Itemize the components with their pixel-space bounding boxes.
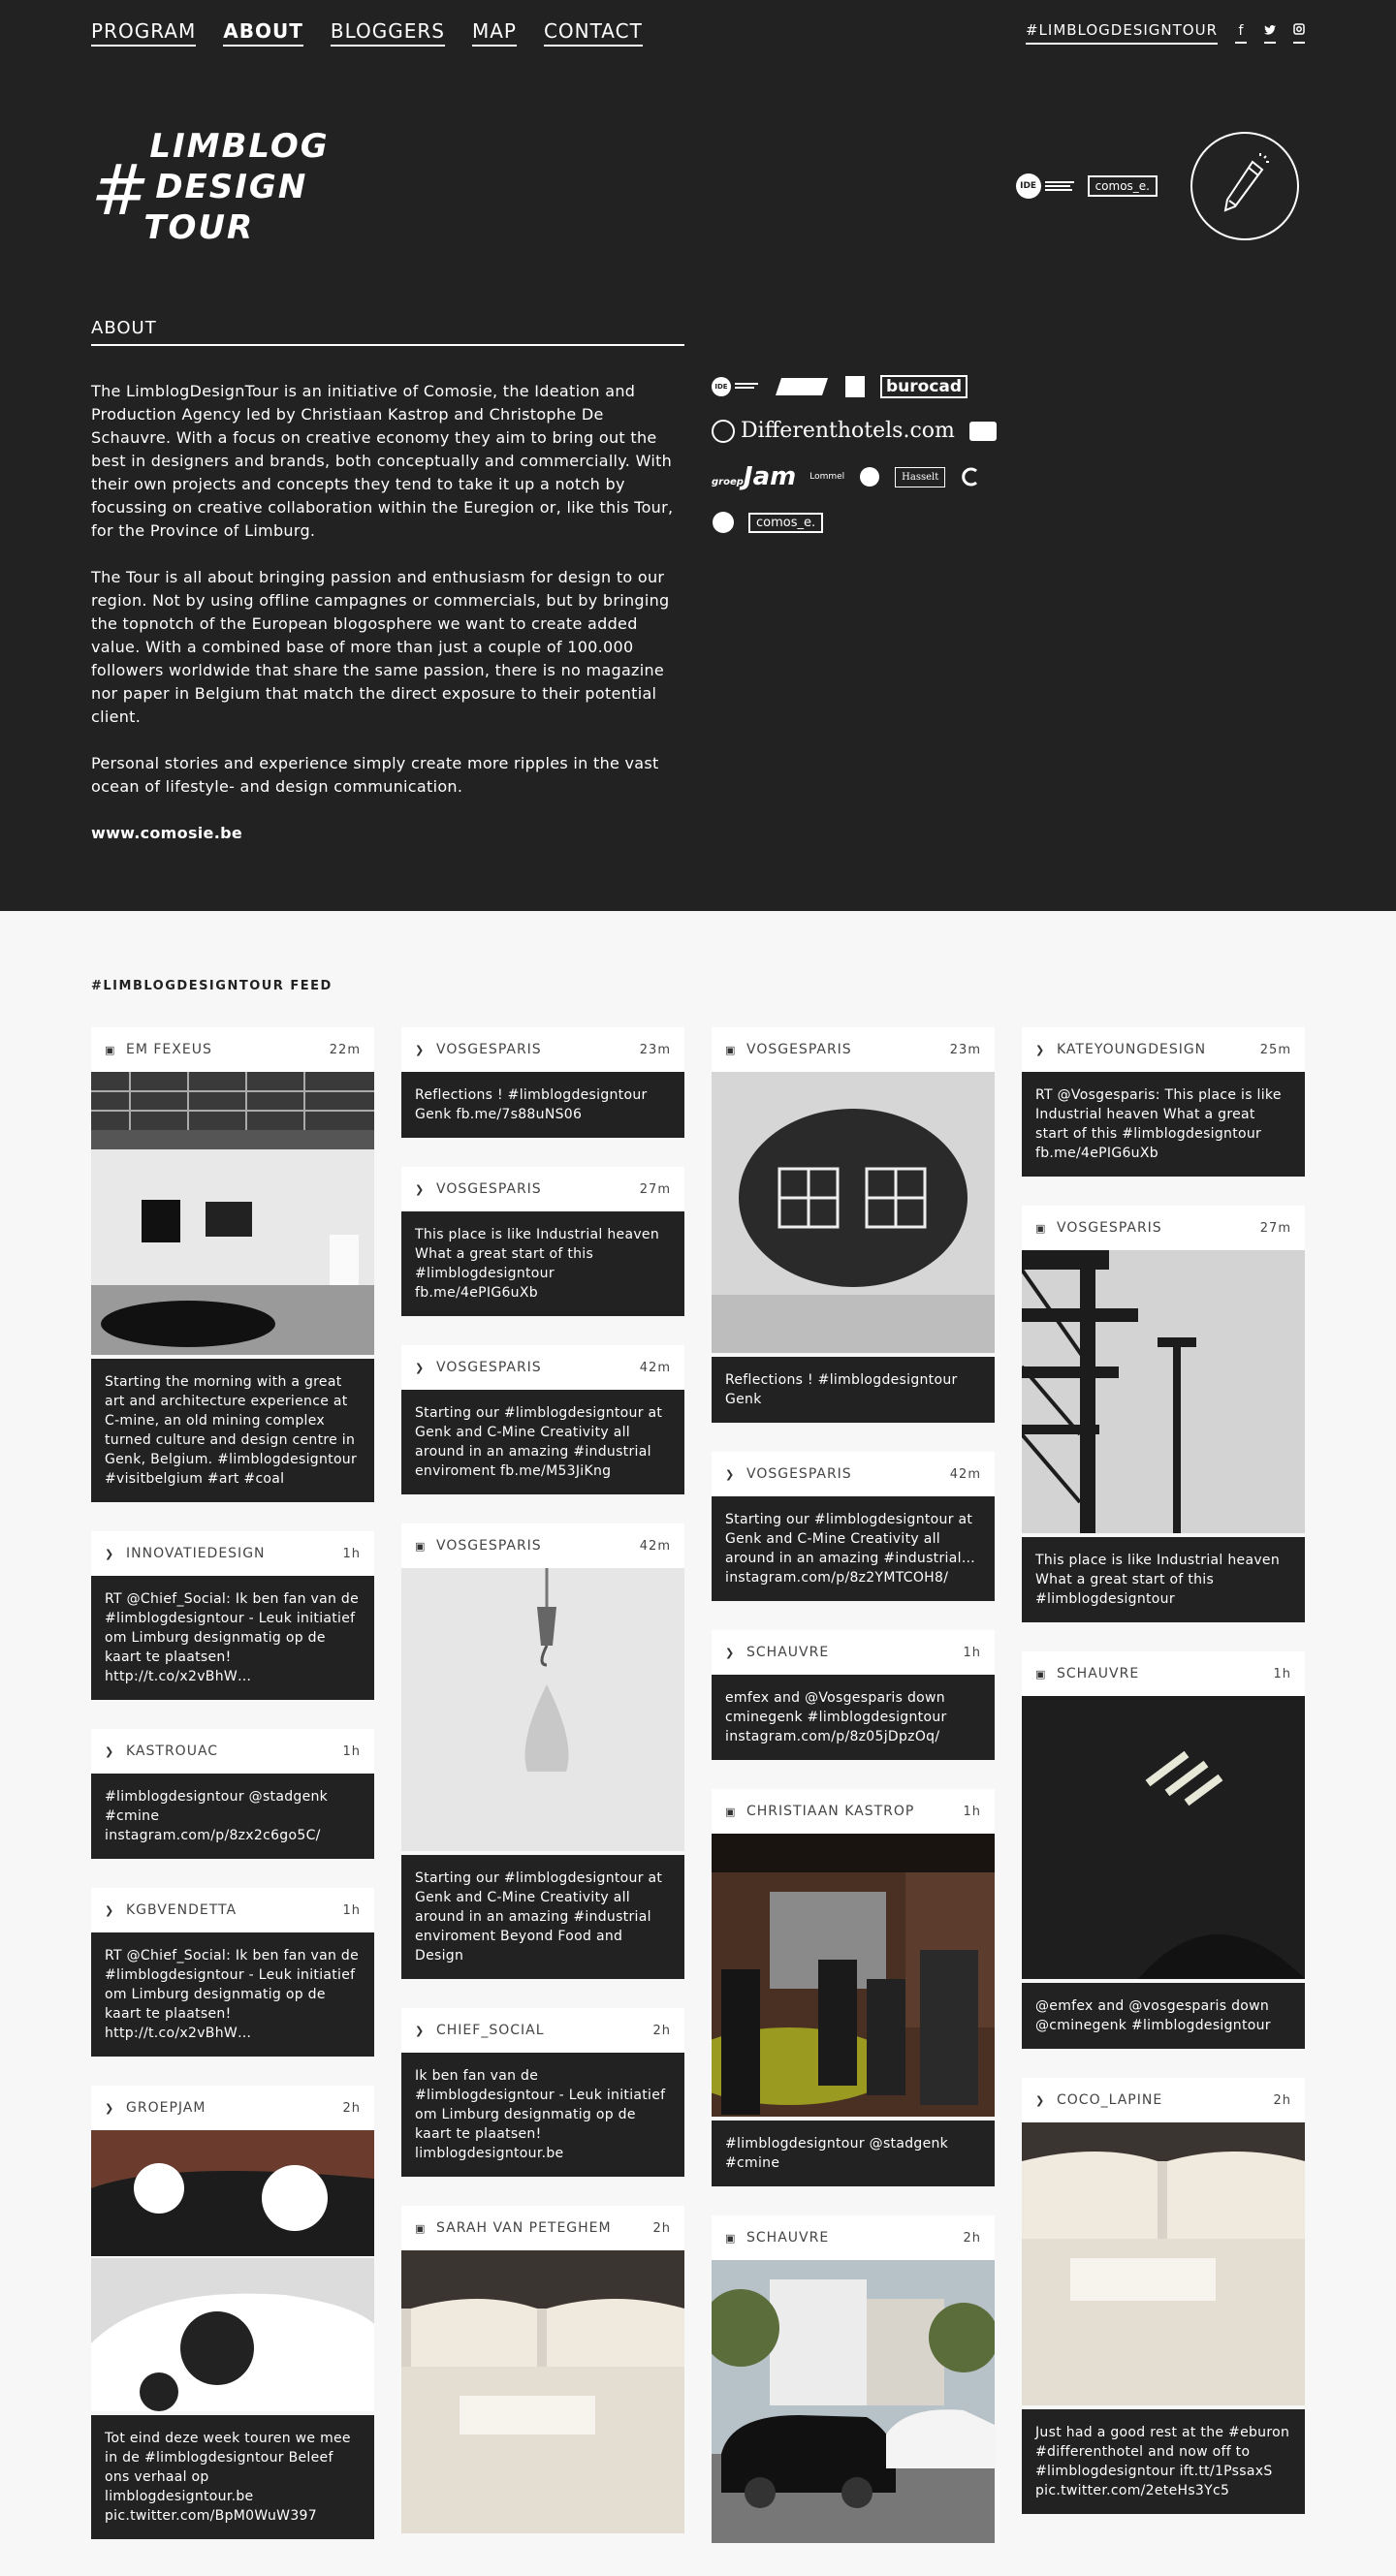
feed-card[interactable] bbox=[712, 1789, 995, 2186]
twitter-icon[interactable] bbox=[1264, 23, 1276, 44]
card-author[interactable]: SCHAUVRE bbox=[1057, 1666, 1140, 1681]
card-image[interactable] bbox=[712, 1834, 995, 2120]
card-text: @emfex and @vosgesparis down @cminegenk #limblogdesigntour bbox=[1022, 1983, 1305, 2049]
feed-card[interactable] bbox=[712, 1630, 995, 1760]
card-image[interactable] bbox=[712, 1072, 995, 1357]
card-text: Starting the morning with a great art and architecture experience at C-mine, an old mining complex turned culture and design centre in Genk, Belgium. #limblogdesigntour #visitbelgium #art #coal bbox=[91, 1359, 374, 1502]
feed-card[interactable] bbox=[91, 1027, 374, 1502]
top-sponsors bbox=[1016, 132, 1299, 240]
feed-title: #LIMBLOGDESIGNTOUR FEED bbox=[91, 979, 333, 993]
about-paragraph-3: Personal stories and experience simply create more ripples in the vast ocean of lifestyle- and design communication. bbox=[91, 754, 659, 796]
twitter-icon: ❯ bbox=[415, 1361, 426, 1374]
feed-card[interactable] bbox=[401, 2206, 684, 2537]
instagram-icon: ▣ bbox=[725, 1043, 737, 1056]
card-image[interactable] bbox=[1022, 1696, 1305, 1983]
feed-column-1 bbox=[91, 1027, 374, 2568]
card-author[interactable]: GROEPJAM bbox=[126, 2100, 206, 2116]
sponsor-logos bbox=[712, 374, 1002, 553]
instagram-icon: ▣ bbox=[415, 1539, 427, 1553]
sponsor-logo-e bbox=[959, 465, 982, 488]
comosie-sponsor-logo: comos_e. bbox=[748, 513, 823, 533]
about-text bbox=[91, 380, 688, 868]
card-time: 1h bbox=[342, 1744, 361, 1759]
about-heading: ABOUT bbox=[91, 318, 684, 346]
feed-card[interactable] bbox=[91, 1531, 374, 1700]
twitter-icon: ❯ bbox=[105, 2101, 115, 2115]
instagram-icon: ▣ bbox=[415, 2221, 427, 2235]
feed-card[interactable] bbox=[712, 1452, 995, 1601]
feed-card[interactable] bbox=[401, 1524, 684, 1979]
card-time: 2h bbox=[963, 2230, 981, 2246]
card-text: Starting our #limblogdesigntour at Genk and C-Mine Creativity all around in an amazing #industrial enviroment Beyond Food and Design bbox=[401, 1855, 684, 1979]
feed-card[interactable] bbox=[401, 1345, 684, 1494]
card-time: 1h bbox=[963, 1645, 981, 1660]
card-text: Just had a good rest at the #eburon #differenthotel and now off to #limblogdesigntour ift.tt/1PssaxS pic.twitter.com/2eteHs3Yc5 bbox=[1022, 2409, 1305, 2514]
card-time: 2h bbox=[652, 2220, 671, 2236]
card-author[interactable]: VOSGESPARIS bbox=[436, 1538, 542, 1554]
card-image[interactable] bbox=[401, 1568, 684, 1855]
card-author[interactable]: EM FEXEUS bbox=[126, 1042, 212, 1057]
card-text: Starting our #limblogdesigntour at Genk and C-Mine Creativity all around in an amazing #industrial… instagram.com/p/8z2YMTCOH8/ bbox=[712, 1496, 995, 1601]
card-author[interactable]: VOSGESPARIS bbox=[1057, 1220, 1162, 1236]
card-text: #limblogdesigntour @stadgenk #cmine bbox=[712, 2120, 995, 2186]
card-image[interactable] bbox=[712, 2260, 995, 2547]
twitter-icon: ❯ bbox=[1035, 2093, 1046, 2107]
lommel-logo: Lommel bbox=[809, 472, 845, 482]
instagram-icon: ▣ bbox=[1035, 1221, 1047, 1235]
comosie-website-link[interactable]: www.comosie.be bbox=[91, 824, 242, 842]
card-time: 1h bbox=[342, 1902, 361, 1918]
about-paragraph-2: The Tour is all about bringing passion and enthusiasm for design to our region. Not by using offline campagnes or commercials, but by bringing the topnotch of the European blogosphere we want to create added value. With a combined base of more than just a couple of 100.000 followers worldwide that share the same passion, there is no magazine nor paper in Belgium that match the direct exposure to their potential client. bbox=[91, 568, 670, 726]
card-author[interactable]: KATEYOUNGDESIGN bbox=[1057, 1042, 1207, 1057]
instagram-icon[interactable] bbox=[1293, 23, 1305, 44]
main-nav bbox=[91, 19, 643, 47]
twitter-icon: ❯ bbox=[415, 2024, 426, 2037]
card-author[interactable]: SCHAUVRE bbox=[746, 2230, 830, 2246]
sponsor-logo-d bbox=[858, 465, 881, 488]
card-text: Reflections ! #limblogdesigntour Genk fb.me/7s88uNS06 bbox=[401, 1072, 684, 1138]
sponsor-row-1 bbox=[712, 374, 1002, 399]
card-time: 1h bbox=[963, 1804, 981, 1819]
feed-column-3 bbox=[712, 1027, 995, 2576]
twitter-icon: ❯ bbox=[725, 1646, 736, 1659]
feed-card[interactable] bbox=[1022, 1206, 1305, 1622]
card-time: 23m bbox=[949, 1042, 981, 1057]
hashtag-link[interactable]: #LIMBLOGDESIGNTOUR bbox=[1026, 21, 1218, 45]
twitter-icon: ❯ bbox=[725, 1467, 736, 1481]
card-author[interactable]: KGBVENDETTA bbox=[126, 1902, 238, 1918]
feed-card[interactable] bbox=[91, 1729, 374, 1859]
header-section bbox=[0, 0, 1396, 911]
card-image[interactable] bbox=[91, 1072, 374, 1359]
logo-words bbox=[143, 126, 330, 248]
instagram-icon: ▣ bbox=[725, 1805, 737, 1818]
feed-card[interactable] bbox=[712, 2215, 995, 2547]
differenthotels-icon bbox=[712, 420, 735, 443]
sponsor-row-4 bbox=[712, 511, 1002, 534]
feed-card[interactable] bbox=[1022, 2078, 1305, 2514]
card-image[interactable] bbox=[401, 2250, 684, 2537]
card-author[interactable]: VOSGESPARIS bbox=[436, 1360, 542, 1375]
instagram-icon: ▣ bbox=[725, 2231, 737, 2245]
feed-section bbox=[0, 911, 1396, 2524]
sponsor-logo-b bbox=[843, 374, 867, 399]
card-text: This place is like Industrial heaven What a great start of this #limblogdesigntour fb.me/4ePIG6uXb bbox=[401, 1211, 684, 1316]
sponsor-row-3 bbox=[712, 462, 1002, 491]
card-author[interactable]: VOSGESPARIS bbox=[746, 1042, 852, 1057]
twitter-icon: ❯ bbox=[105, 1744, 115, 1758]
burocad-logo: burocad bbox=[880, 375, 968, 398]
differenthotels-label: Differenthotels.com bbox=[741, 419, 955, 443]
nav-program[interactable]: PROGRAM bbox=[91, 19, 196, 47]
twitter-icon: ❯ bbox=[105, 1903, 115, 1917]
card-time: 42m bbox=[639, 1538, 671, 1554]
feed-card[interactable] bbox=[1022, 1027, 1305, 1177]
feed-column-4 bbox=[1022, 1027, 1305, 2543]
facebook-icon[interactable]: f bbox=[1235, 23, 1247, 44]
twitter-icon: ❯ bbox=[415, 1043, 426, 1056]
instagram-icon: ▣ bbox=[105, 1043, 116, 1056]
card-text: RT @Chief_Social: Ik ben fan van de #limblogdesigntour - Leuk initiatief om Limburg designmatig op de kaart te plaatsen! http://t.co/x2vBhW… bbox=[91, 1932, 374, 2057]
card-time: 27m bbox=[639, 1181, 671, 1197]
card-time: 1h bbox=[1273, 1666, 1291, 1681]
nav-about[interactable]: ABOUT bbox=[223, 19, 303, 47]
nav-contact[interactable]: CONTACT bbox=[544, 19, 643, 47]
card-text: RT @Chief_Social: Ik ben fan van de #limblogdesigntour - Leuk initiatief om Limburg designmatig op de kaart te plaatsen! http://t.co/x2vBhW… bbox=[91, 1576, 374, 1700]
card-text: #limblogdesigntour @stadgenk #cmine instagram.com/p/8zx2c6go5C/ bbox=[91, 1774, 374, 1859]
card-author[interactable]: SARAH VAN PETEGHEM bbox=[436, 2220, 612, 2236]
instagram-icon: ▣ bbox=[1035, 1667, 1047, 1681]
feed-card[interactable] bbox=[91, 1888, 374, 2057]
comosie-logo: comos_e. bbox=[1088, 175, 1158, 197]
card-time: 23m bbox=[639, 1042, 671, 1057]
nav-map[interactable]: MAP bbox=[472, 19, 517, 47]
card-text: RT @Vosgesparis: This place is like Industrial heaven What a great start of this #limblogdesigntour fb.me/4ePIG6uXb bbox=[1022, 1072, 1305, 1177]
card-text: Reflections ! #limblogdesigntour Genk bbox=[712, 1357, 995, 1423]
card-author[interactable]: VOSGESPARIS bbox=[436, 1042, 542, 1057]
card-author[interactable]: COCO_LAPINE bbox=[1057, 2092, 1163, 2108]
logo-line-1: LIMBLOG bbox=[149, 127, 330, 166]
feed-column-2 bbox=[401, 1027, 684, 2566]
card-time: 2h bbox=[342, 2100, 361, 2116]
card-time: 2h bbox=[1273, 2092, 1291, 2108]
card-author[interactable]: VOSGESPARIS bbox=[436, 1181, 542, 1197]
jam-logo: groepJam bbox=[712, 462, 797, 491]
twitter-icon: ❯ bbox=[1035, 1043, 1046, 1056]
about-p1-start: The LimblogDesignTour is an initiative of bbox=[91, 382, 424, 400]
sponsor-logo-f bbox=[712, 511, 735, 534]
feed-card[interactable] bbox=[401, 1027, 684, 1138]
sponsor-logo-a bbox=[772, 376, 830, 397]
ide-logo-mark: IDE bbox=[1016, 173, 1041, 199]
pencil-icon bbox=[1190, 132, 1299, 240]
card-text: Tot eind deze week touren we mee in de #limblogdesigntour Beleef ons verhaal op limblogdesigntour.be pic.twitter.com/BpM0WuW397 bbox=[91, 2415, 374, 2539]
logo-line-2: DESIGN bbox=[155, 168, 308, 206]
about-p1-end: , the Ideation and Production Agency led by Christiaan Kastrop and Christophe De Schauvre. With a focus on creative economy they aim to bring out the best in designers and brands, both conceptually and commercially. With their own projects and concepts they tend to take it up a notch by focussing on creative collaboration within the Euregion or, like this Tour, for the Province of Limburg. bbox=[91, 382, 674, 540]
card-author[interactable]: INNOVATIEDESIGN bbox=[126, 1546, 266, 1561]
card-image[interactable] bbox=[91, 2130, 374, 2415]
card-author[interactable]: KASTROUAC bbox=[126, 1744, 219, 1759]
sponsor-row-2 bbox=[712, 419, 1002, 443]
card-time: 27m bbox=[1259, 1220, 1291, 1236]
logo-line-3: TOUR bbox=[143, 208, 255, 247]
card-time: 1h bbox=[342, 1546, 361, 1561]
site-logo[interactable] bbox=[91, 126, 330, 248]
logo-hash: # bbox=[91, 149, 150, 231]
card-image[interactable] bbox=[1022, 1250, 1305, 1537]
card-author[interactable]: CHRISTIAAN KASTROP bbox=[746, 1804, 915, 1819]
card-time: 25m bbox=[1259, 1042, 1291, 1057]
card-text: Ik ben fan van de #limblogdesigntour - Leuk initiatief om Limburg designmatig op de kaart te plaatsen! limblogdesigntour.be bbox=[401, 2053, 684, 2177]
card-time: 42m bbox=[949, 1466, 981, 1482]
card-author[interactable]: SCHAUVRE bbox=[746, 1645, 830, 1660]
about-paragraph-1 bbox=[91, 380, 688, 543]
twitter-icon: ❯ bbox=[415, 1182, 426, 1196]
ide-logo bbox=[1016, 173, 1074, 199]
card-author[interactable]: CHIEF_SOCIAL bbox=[436, 2023, 545, 2038]
twitter-icon: ❯ bbox=[105, 1547, 115, 1560]
feed-card[interactable] bbox=[401, 1167, 684, 1316]
nav-right bbox=[1026, 21, 1305, 45]
feed-card[interactable] bbox=[401, 2008, 684, 2177]
card-time: 42m bbox=[639, 1360, 671, 1375]
sponsor-logo-c bbox=[968, 421, 998, 442]
ide-sponsor-logo: IDE bbox=[712, 377, 758, 396]
nav-bloggers[interactable]: BLOGGERS bbox=[331, 19, 445, 47]
feed-card[interactable] bbox=[1022, 1651, 1305, 2049]
hasselt-logo: Hasselt bbox=[895, 467, 945, 487]
card-time: 22m bbox=[329, 1042, 361, 1057]
differenthotels-logo bbox=[712, 419, 955, 443]
card-author[interactable]: VOSGESPARIS bbox=[746, 1466, 852, 1482]
card-text: emfex and @Vosgesparis down cminegenk #limblogdesigntour instagram.com/p/8z05jDpzOq/ bbox=[712, 1675, 995, 1760]
card-time: 2h bbox=[652, 2023, 671, 2038]
feed-card[interactable] bbox=[712, 1027, 995, 1423]
comosie-link[interactable]: Comosie bbox=[423, 382, 492, 400]
card-image[interactable] bbox=[1022, 2122, 1305, 2409]
card-text: This place is like Industrial heaven What a great start of this #limblogdesigntour bbox=[1022, 1537, 1305, 1622]
feed-card[interactable] bbox=[91, 2086, 374, 2539]
card-text: Starting our #limblogdesigntour at Genk and C-Mine Creativity all around in an amazing #industrial enviroment fb.me/M53JiKng bbox=[401, 1390, 684, 1494]
